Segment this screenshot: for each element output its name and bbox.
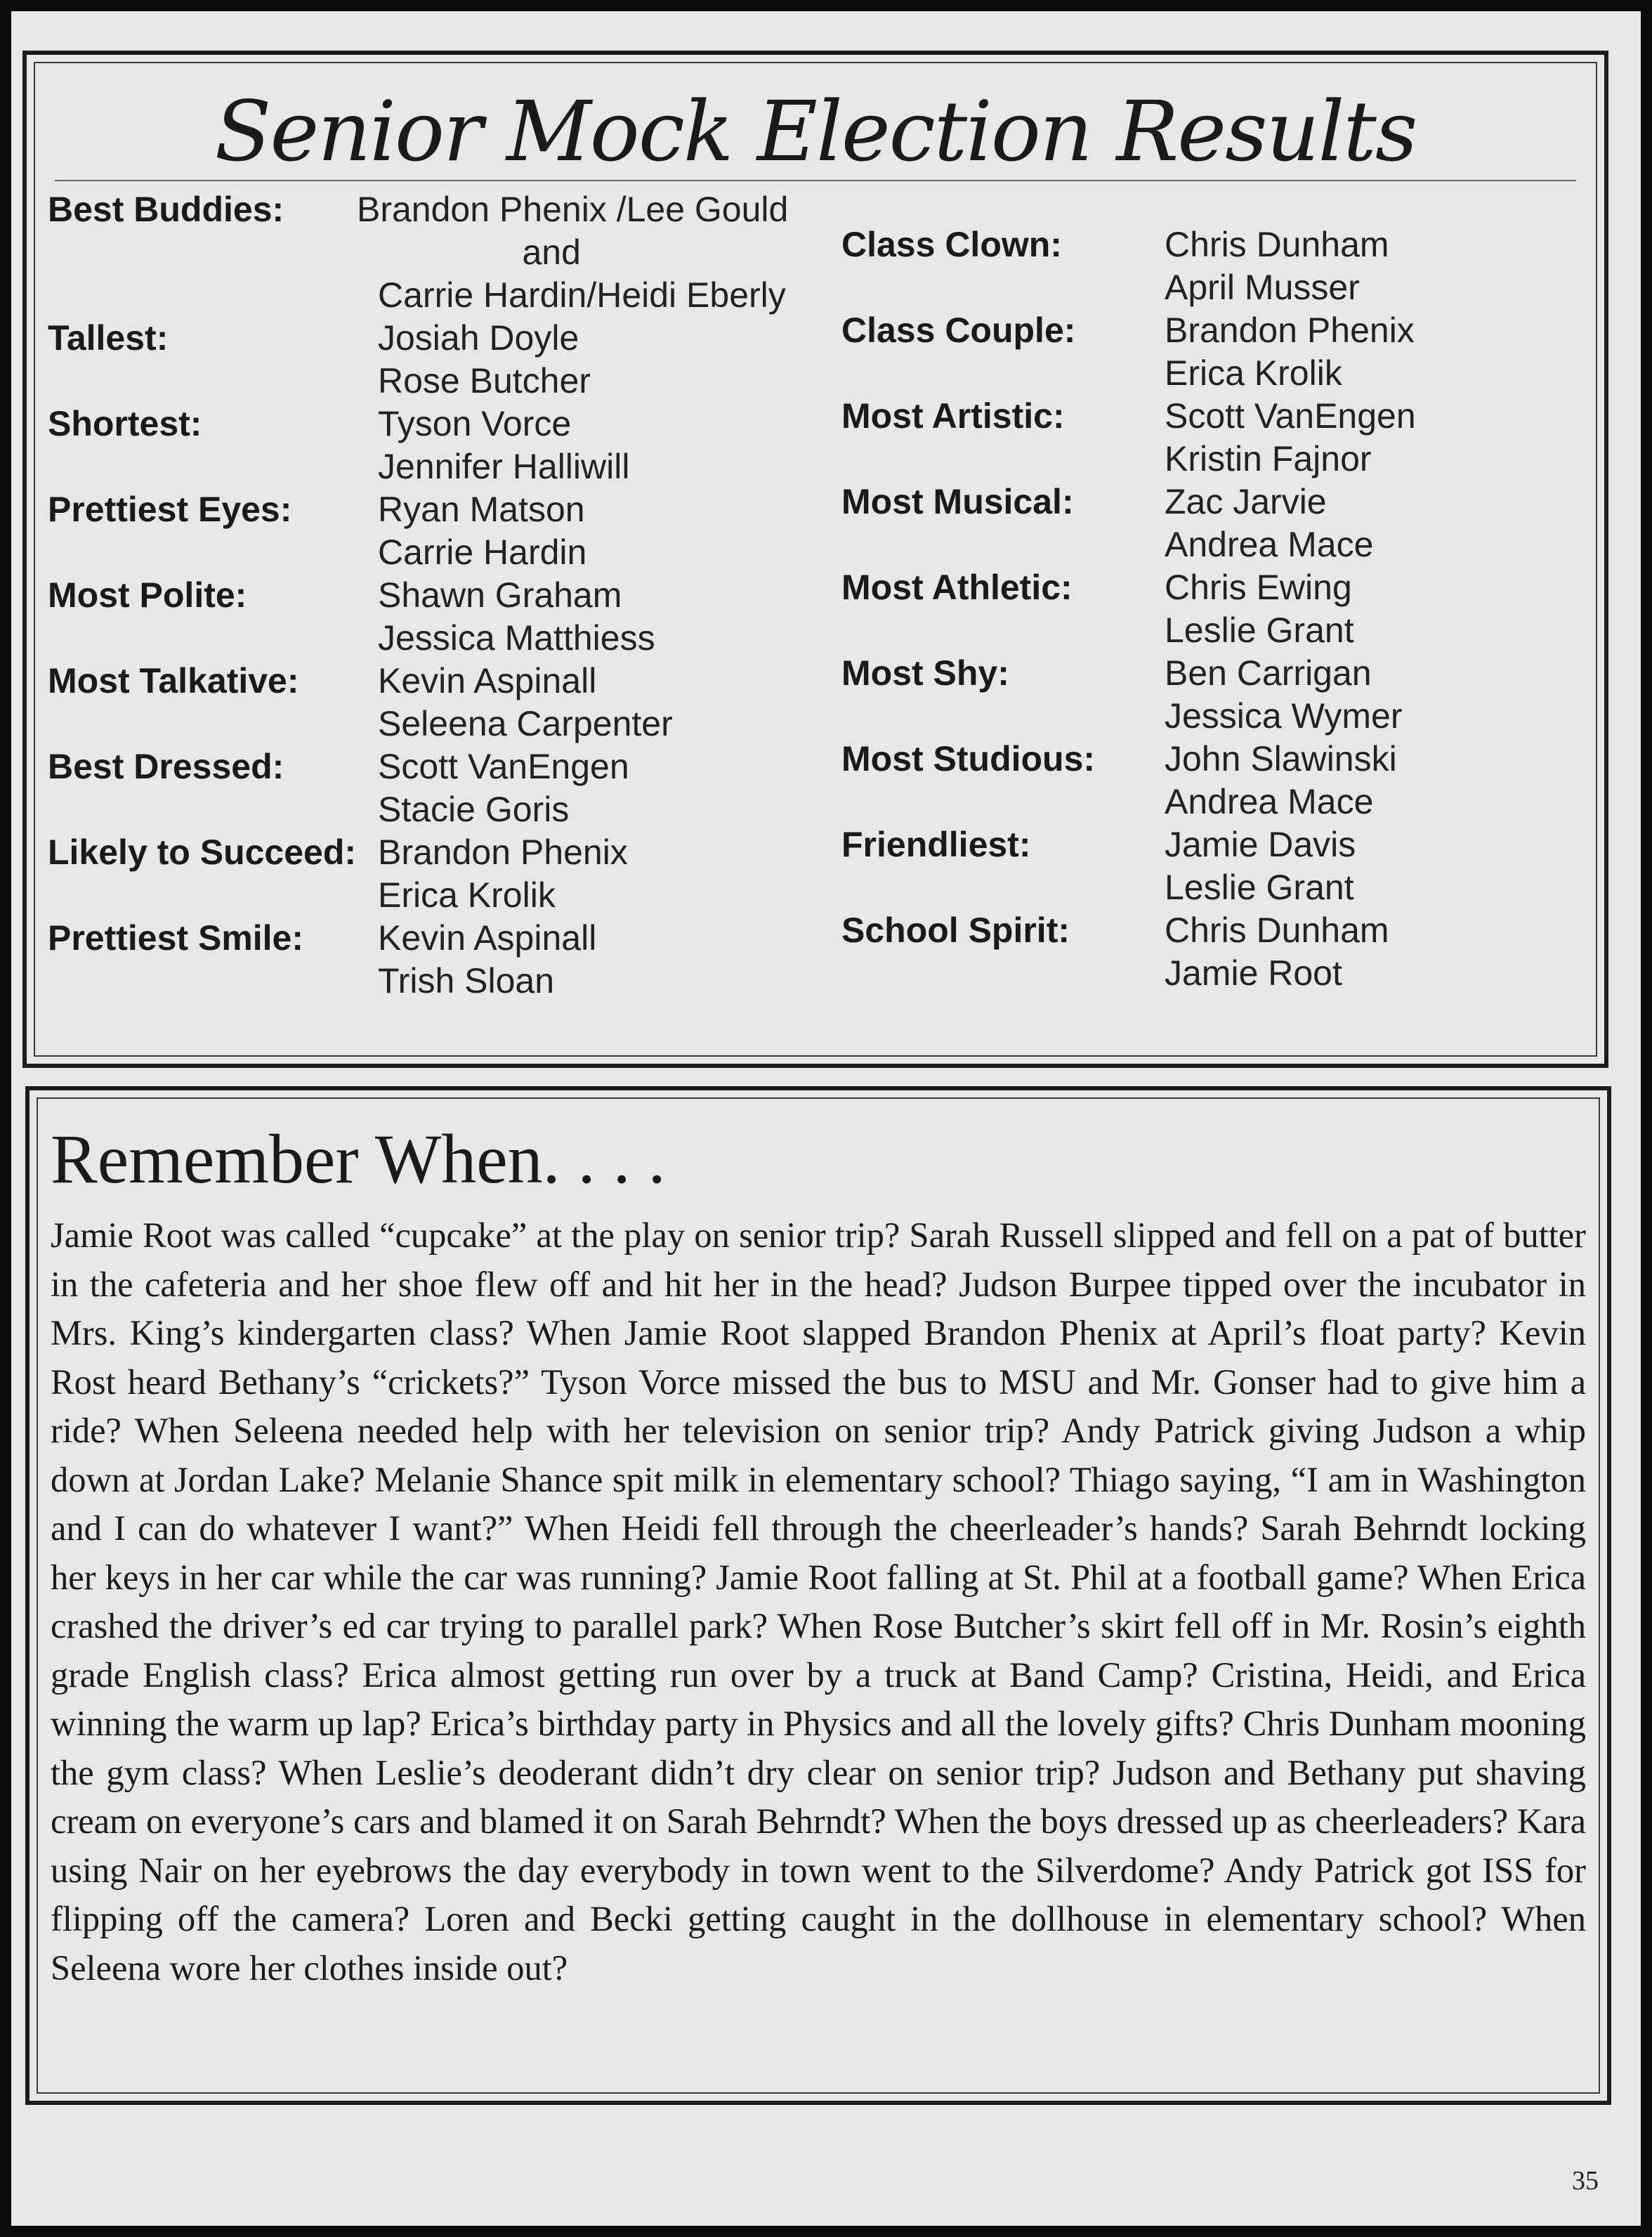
award-winners (378, 745, 629, 831)
winner-name: Scott VanEngen (1165, 396, 1416, 436)
winner-name: Trish Sloan (378, 961, 555, 1000)
winner-name: Chris Dunham (1165, 225, 1389, 264)
award-category: Most Athletic: (841, 568, 1073, 607)
award-winners (1165, 909, 1389, 995)
remember-when-body: Jamie Root was called “cupcake” at the play on senior trip? Sarah Russell slipped and fell on a pat of butter in the cafeteria and her shoe flew off and hit her in the head? Judson Burpee tipped over the incubator in Mrs. King’s kindergarten class? When Jamie Root slapped Brandon Phenix at April’s float party? Kevin Rost heard Bethany’s “crickets?” Tyson Vorce missed the bus to MSU and Mr. Gonser had to give him a ride? When Seleena needed help with her television on senior trip? Andy Patrick giving Judson a whip down at Jordan Lake? Melanie Shance spit milk in elementary school? Thiago saying, “I am in Washington and I can do whatever I want?” When Heidi fell through the cheerleader’s hands? Sarah Behrndt locking her keys in her car while the car was running? Jamie Root falling at St. Phil at a football game? When Erica crashed the driver’s ed car trying to parallel park? When Rose Butcher’s skirt fell off in Mr. Rosin’s eighth grade English class? Erica almost getting run over by a truck at Band Camp? Cristina, Heidi, and Erica winning the warm up lap? Erica’s birthday party in Physics and all the lovely gifts? Chris Dunham mooning the gym class? When Leslie’s deoderant didn’t dry clear on senior trip? Judson and Bethany put shaving cream on everyone’s cars and blamed it on Sarah Behrndt? When the boys dressed up as cheerleaders? Kara using Nair on her eyebrows the day everybody in town went to the Silverdome? Andy Patrick got ISS for flipping off the camera? Loren and Becki getting caught in the dollhouse in elementary school? When Seleena wore her clothes inside out? (51, 1215, 1586, 1988)
winner-name: Jamie Root (1165, 953, 1342, 993)
right-results-column (841, 223, 1586, 995)
award-row (841, 481, 1586, 566)
remember-when-title: Remember When. . . . (51, 1120, 666, 1198)
award-row (841, 738, 1586, 823)
winner-name: Leslie Grant (1165, 611, 1354, 650)
award-winners (357, 188, 788, 317)
award-category: Best Buddies: (48, 190, 284, 229)
award-winners (378, 488, 586, 574)
award-row (841, 652, 1586, 738)
winner-name: Jamie Davis (1165, 825, 1356, 864)
winner-name: Josiah Doyle (378, 318, 579, 358)
award-category: Most Artistic: (841, 396, 1065, 436)
winner-name: Carrie Hardin/Heidi Eberly (378, 275, 786, 315)
award-category: Class Clown: (841, 225, 1062, 264)
winner-name: Seleena Carpenter (378, 704, 673, 743)
award-row (48, 188, 813, 317)
winner-name: John Slawinski (1165, 739, 1397, 778)
award-winners (1165, 309, 1415, 395)
award-winners (1165, 481, 1373, 566)
winner-name: Brandon Phenix (1165, 311, 1415, 350)
winner-name: Jessica Wymer (1165, 696, 1403, 736)
winner-name: Ryan Matson (378, 490, 585, 529)
winner-name: Jessica Matthiess (378, 618, 655, 658)
award-row (48, 660, 813, 745)
award-category: Class Couple: (841, 311, 1076, 350)
award-category: School Spirit: (841, 911, 1070, 950)
award-category: Most Studious: (841, 739, 1096, 778)
page-number: 35 (1572, 2166, 1599, 2196)
winner-name: Erica Krolik (1165, 353, 1342, 393)
award-category: Most Polite: (48, 575, 247, 615)
winner-name: Kristin Fajnor (1165, 439, 1372, 478)
winner-name: Scott VanEngen (378, 747, 629, 786)
award-winners (378, 317, 591, 403)
award-row (841, 309, 1586, 395)
award-category: Prettiest Eyes: (48, 490, 292, 529)
winner-name: Rose Butcher (378, 361, 591, 400)
winner-name: Chris Ewing (1165, 568, 1352, 607)
award-category: Most Shy: (841, 653, 1009, 693)
award-winners (1165, 566, 1354, 652)
award-category: Best Dressed: (48, 747, 284, 786)
winner-name: Ben Carrigan (1165, 653, 1372, 693)
winner-name: Erica Krolik (378, 875, 556, 915)
award-winners (1165, 823, 1356, 909)
winner-name: Kevin Aspinall (378, 661, 597, 700)
award-winners (378, 917, 596, 1003)
winner-name: Andrea Mace (1165, 525, 1374, 564)
award-row (48, 574, 813, 660)
winner-name: Zac Jarvie (1165, 482, 1327, 521)
award-winners (378, 660, 673, 745)
mock-election-title: Senior Mock Election Results (214, 83, 1417, 180)
award-row (48, 488, 813, 574)
winner-name: April Musser (1165, 268, 1360, 307)
award-winners (378, 574, 655, 660)
remember-when-box (25, 1086, 1611, 2105)
title-divider (55, 180, 1576, 181)
winner-name: Brandon Phenix (378, 833, 628, 872)
award-row (841, 566, 1586, 652)
award-category: Prettiest Smile: (48, 918, 304, 958)
award-winners (1165, 652, 1402, 738)
award-winners (378, 831, 628, 917)
winner-name: Stacie Goris (378, 790, 570, 829)
award-winners (1165, 395, 1416, 481)
winner-name: Jennifer Halliwill (378, 447, 630, 486)
left-results-column (48, 188, 813, 1003)
yearbook-page (11, 11, 1641, 2226)
winner-name: Tyson Vorce (378, 404, 572, 443)
award-winners (378, 403, 629, 488)
winner-name: Brandon Phenix /Lee Gould (357, 190, 789, 229)
award-category: Most Musical: (841, 482, 1074, 521)
award-row (48, 917, 813, 1003)
award-row (841, 395, 1586, 481)
winner-name: Leslie Grant (1165, 868, 1354, 907)
award-category: Shortest: (48, 404, 202, 443)
award-category: Friendliest: (841, 825, 1031, 864)
award-category: Tallest: (48, 318, 169, 358)
award-row (48, 403, 813, 488)
award-row (841, 909, 1586, 995)
winner-name: Shawn Graham (378, 575, 622, 615)
winner-name: Andrea Mace (1165, 782, 1374, 821)
award-row (48, 317, 813, 403)
award-category: Most Talkative: (48, 661, 299, 700)
award-row (841, 823, 1586, 909)
winner-name: Kevin Aspinall (378, 918, 597, 958)
winner-name: Carrie Hardin (378, 533, 587, 572)
winner-name: and (522, 233, 581, 272)
award-winners (1165, 738, 1397, 823)
award-row (48, 745, 813, 831)
award-category: Likely to Succeed: (48, 833, 357, 872)
award-row (48, 831, 813, 917)
winner-name: Chris Dunham (1165, 911, 1389, 950)
award-row (841, 223, 1586, 309)
mock-election-box (22, 51, 1608, 1068)
award-winners (1165, 223, 1389, 309)
